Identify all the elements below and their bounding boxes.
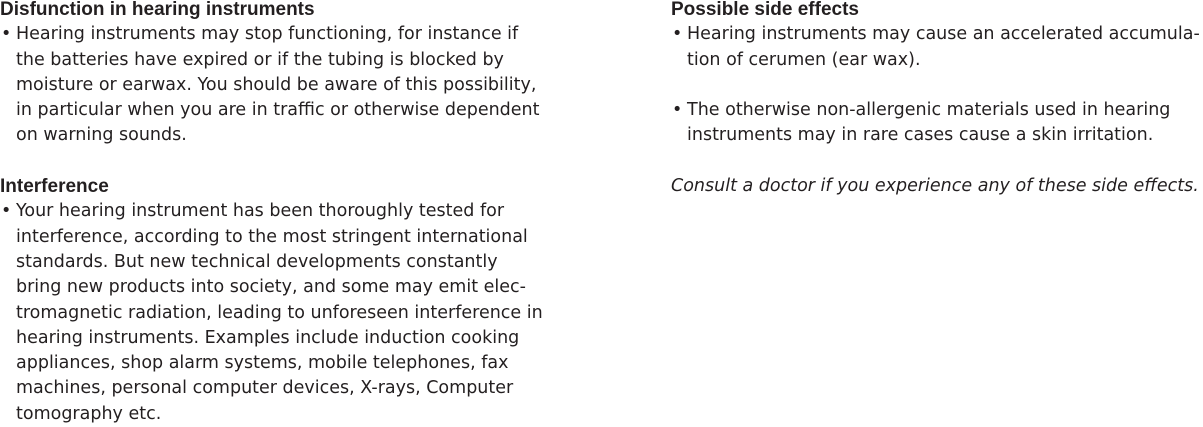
text-line: tomography etc. (16, 403, 162, 424)
text-line: on warning sounds. (16, 125, 187, 146)
text-line: Hearing instruments may stop functioning, for instance if (16, 24, 519, 45)
text-line: the batteries have expired or if the tubing is blocked by (16, 49, 504, 70)
bullet-list-interference (0, 199, 555, 427)
bullet-item (671, 98, 1203, 149)
bullet-list-disfunction (0, 22, 555, 148)
bullet-icon: • (1, 24, 12, 45)
bullet-item (0, 22, 555, 148)
spacer (0, 149, 555, 174)
section-heading-disfunction: Disfunction in hearing instruments (0, 0, 315, 20)
bullet-icon: • (672, 24, 683, 45)
section-heading-interference: Interference (0, 176, 109, 198)
text-line: standards. But new technical developments constantly (16, 251, 498, 272)
text-line: hearing instruments. Examples include induction cooking (16, 327, 520, 348)
text-line: bring new products into society, and some may emit elec- (16, 277, 526, 298)
text-line: moisture or earwax. You should be aware of this possibility, (16, 74, 537, 95)
right-column (671, 0, 1203, 199)
text-line: tion of cerumen (ear wax). (687, 49, 921, 70)
spacer (671, 149, 1203, 174)
spacer (671, 73, 1203, 98)
consult-doctor-note: Consult a doctor if you experience any of these side effects. (671, 176, 1199, 197)
text-line: tromagnetic radiation, leading to unforeseen interference in (16, 302, 543, 323)
bullet-icon: • (1, 201, 12, 222)
text-line: instruments may in rare cases cause a skin irritation. (687, 125, 1154, 146)
section-heading-side-effects: Possible side effects (671, 0, 859, 20)
bullet-icon: • (672, 100, 683, 121)
bullet-item (671, 22, 1203, 73)
bullet-item (0, 199, 555, 427)
bullet-list-side-effects (671, 22, 1203, 148)
text-line: Hearing instruments may cause an accelerated accumula- (687, 24, 1200, 45)
text-line: appliances, shop alarm systems, mobile telephones, fax (16, 353, 509, 374)
text-line: machines, personal computer devices, X-rays, Computer (16, 378, 514, 399)
text-line: The otherwise non-allergenic materials used in hearing (687, 100, 1171, 121)
text-line: Your hearing instrument has been thoroughly tested for (16, 201, 505, 222)
text-line: in particular when you are in traffic or otherwise dependent (16, 100, 540, 121)
left-column (0, 0, 555, 427)
text-line: interference, according to the most stringent international (16, 226, 528, 247)
